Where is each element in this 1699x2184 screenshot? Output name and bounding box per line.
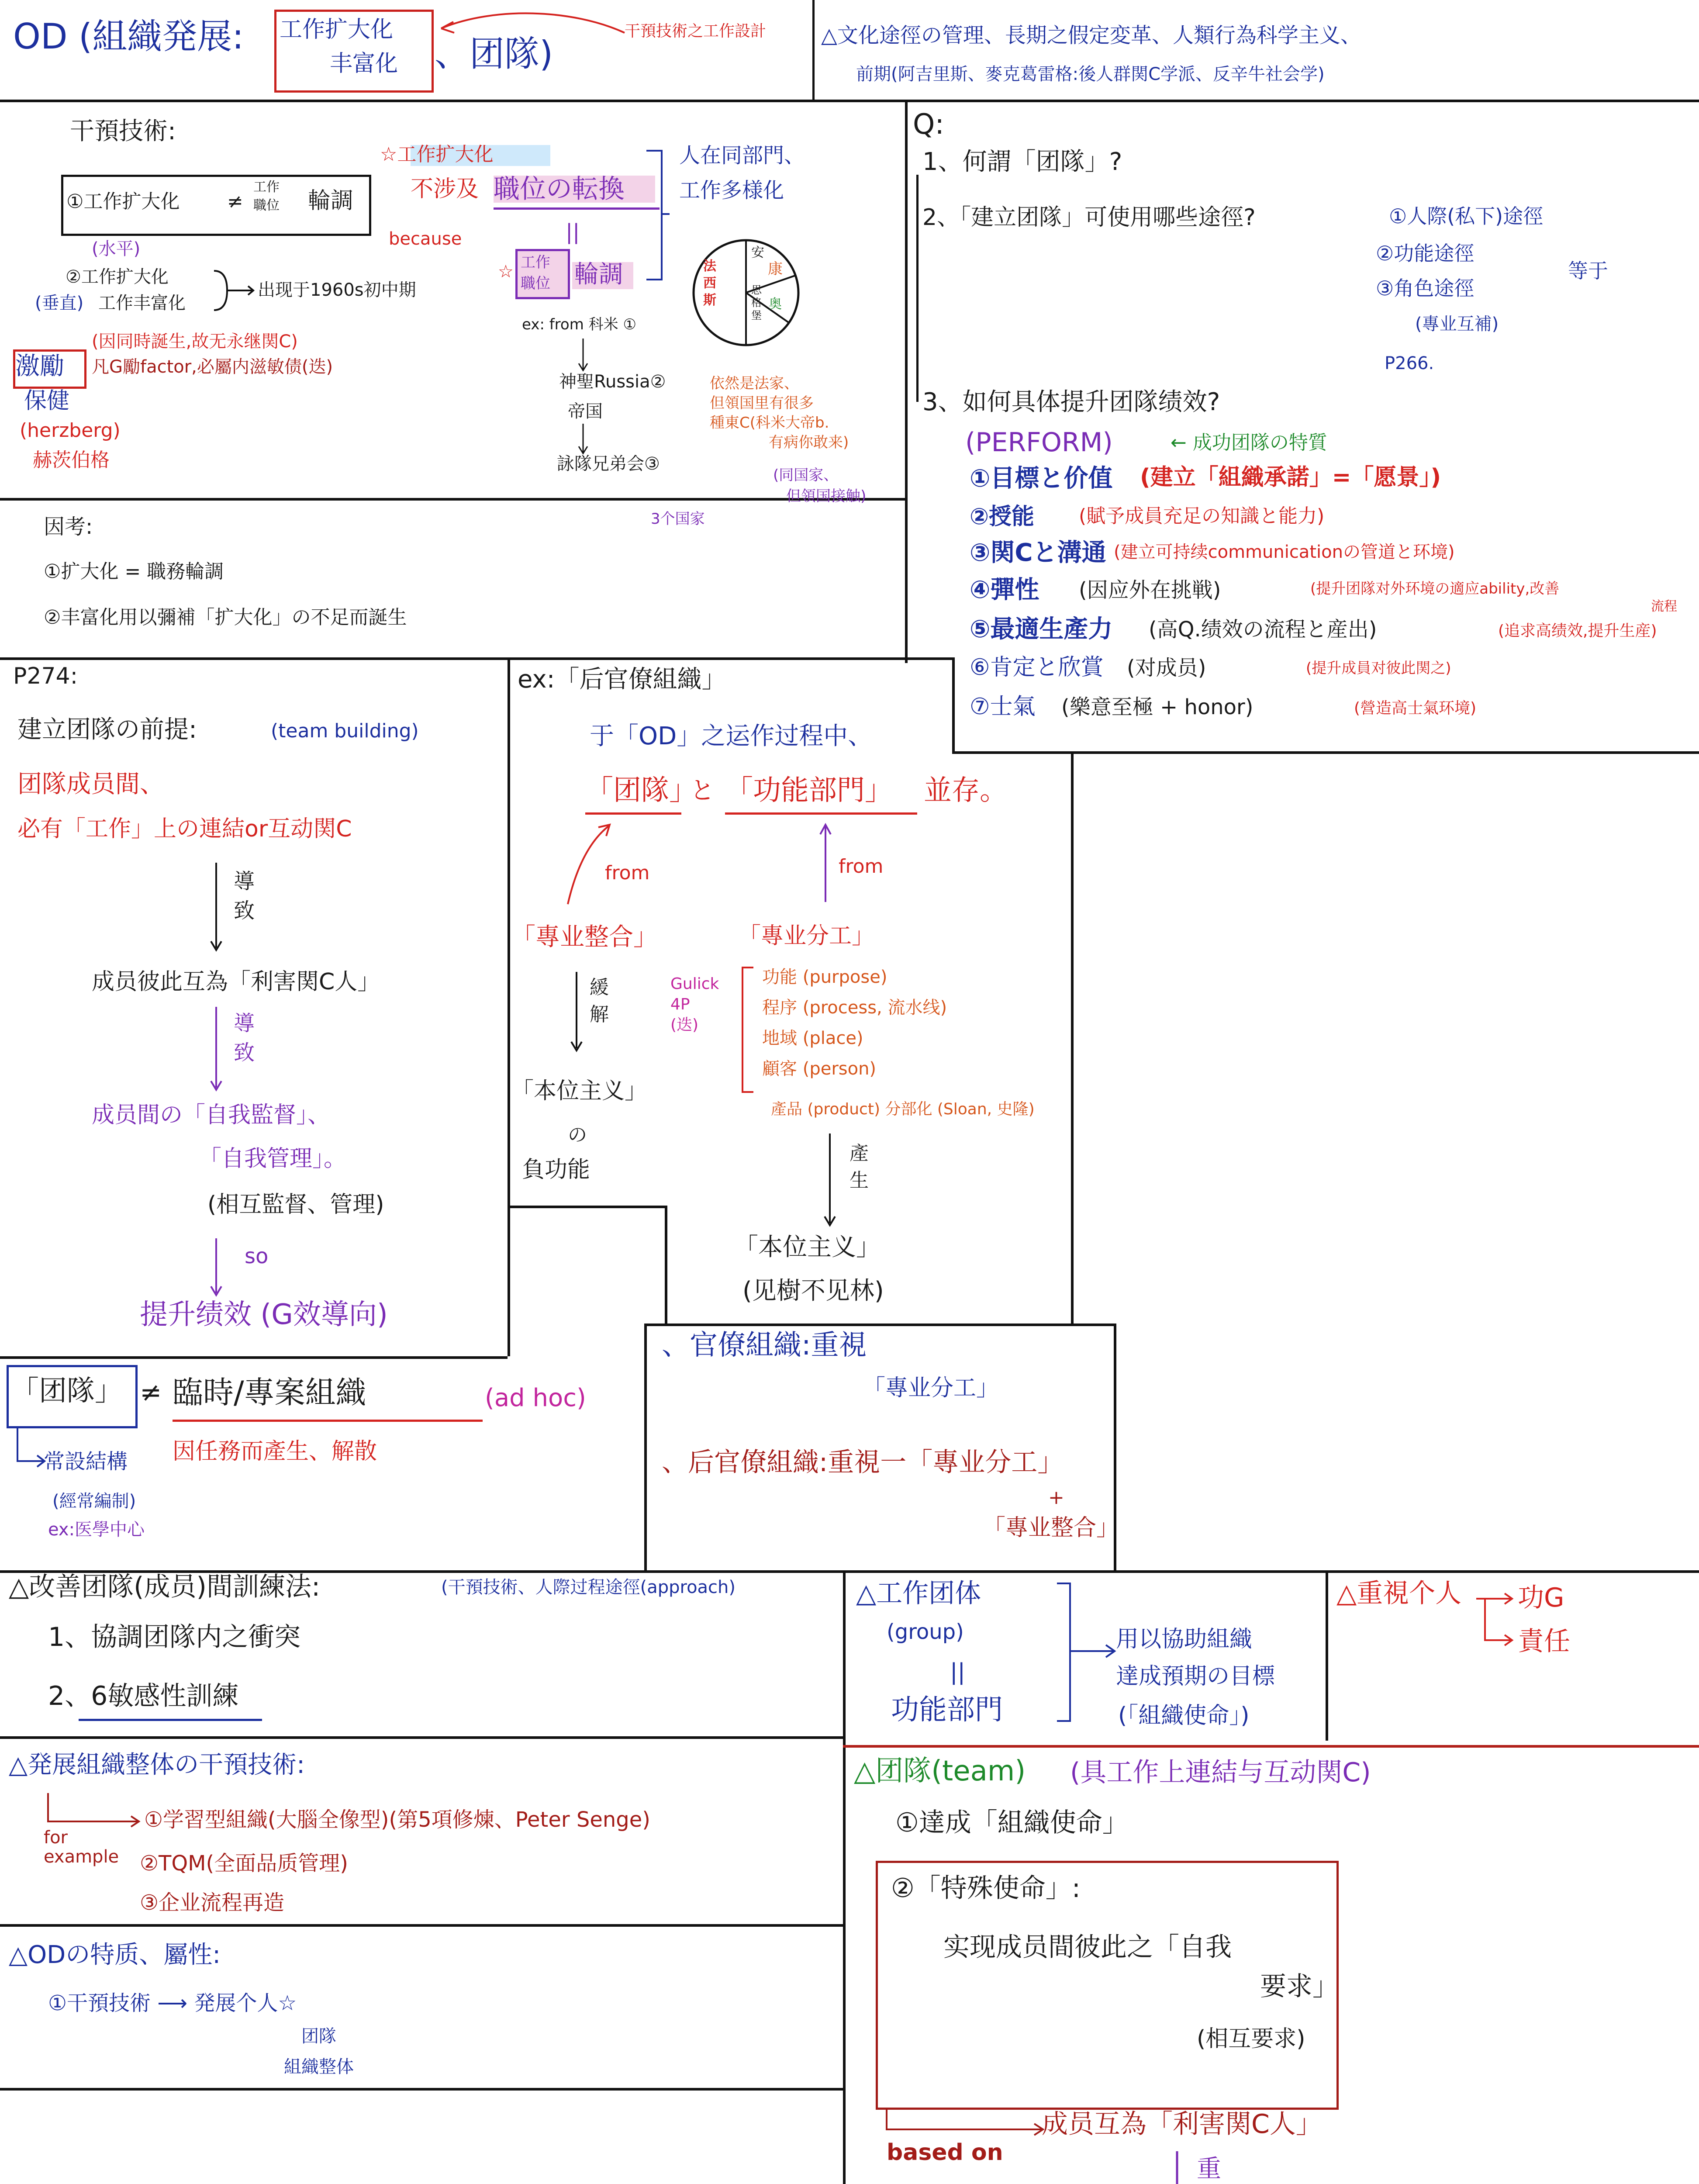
equal-label: 等于	[1568, 259, 1608, 283]
item2-underline	[79, 1719, 262, 1721]
vertical-label: (垂直)	[35, 293, 84, 313]
divider-p274-bottom	[0, 1356, 508, 1359]
divider-training-bottom	[0, 1736, 843, 1739]
arrow-down-icon	[577, 336, 590, 459]
divider-refs-top	[0, 498, 905, 501]
training-item-1: 1、協調团隊内之衝突	[48, 1622, 301, 1652]
i1b: (建立「組織承諾」=「愿景」)	[1140, 464, 1441, 491]
arrow-down-icon	[207, 860, 225, 957]
i2b: (賦予成員充足の知識と能力)	[1079, 505, 1325, 527]
team-def-item-1: ①達成「組織使命」	[895, 1807, 1129, 1838]
many2: 有病你敢来)	[769, 434, 849, 451]
q2c: ③角色途徑	[1376, 276, 1475, 300]
training-title: △改善团隊(成员)間訓練法:	[9, 1572, 321, 1602]
perform-note: ← 成功团隊の特質	[1171, 432, 1327, 454]
bracket-icon	[738, 965, 756, 1096]
i2a: ②授能	[970, 504, 1035, 530]
parochial: 「本位主义」	[511, 1078, 648, 1104]
team-building: (team building)	[271, 720, 419, 742]
bureau-ex-title: ex:「后官僚組織」	[518, 665, 726, 694]
refs-line-1: ①扩大化 = 職務輪調	[44, 560, 224, 583]
q2a: ①人際(私下)途徑	[1389, 204, 1544, 228]
many: 種東C(科米大帝b.	[710, 414, 829, 432]
herzberg-label: (herzberg)	[20, 419, 121, 442]
q2b: ②功能途徑	[1376, 242, 1475, 265]
traits-title: △ODの特质、屬性:	[9, 1941, 221, 1969]
i7b: (樂意至極 + honor)	[1061, 695, 1254, 719]
i6b: (对成员)	[1127, 656, 1206, 680]
team-def-demand: 要求」	[1260, 1971, 1339, 2002]
intervention-note: 干預技術之工作設計	[625, 22, 767, 40]
divider-traits-bottom	[0, 2088, 843, 2091]
q2: 2、「建立团隊」可使用哪些途徑?	[922, 204, 1256, 231]
arrow-down-icon	[821, 1131, 839, 1232]
i1a: ①目標と价值	[970, 464, 1113, 493]
team-suffix: 、团隊)	[435, 34, 553, 74]
brace-icon	[1053, 1581, 1118, 1725]
must-link: 必有「工作」上の連結or互动関C	[17, 816, 352, 842]
pie-an: 安	[751, 245, 764, 260]
based-on: based on	[887, 2139, 1003, 2166]
arrow-right-icon	[13, 1424, 48, 1472]
i4d: 流程	[1651, 599, 1677, 614]
culture-line-1: △文化途徑の管理、長期之假定変革、人類行為科学主义、	[821, 23, 1361, 48]
team-def-mutual: (相互要求)	[1197, 2026, 1305, 2052]
holy-russia: 神聖Russia②	[559, 372, 666, 392]
divider-wholeorg-bottom	[0, 1924, 843, 1927]
divider-training-right	[843, 1570, 846, 1736]
p266: P266.	[1385, 353, 1434, 373]
each-other: 成员彼此互為「利害関C人」	[92, 969, 380, 995]
premise-label: 建立团隊の前提:	[17, 715, 197, 744]
team-def-item-2: ②「特殊使命」:	[891, 1873, 1081, 1904]
group-title: △工作团体	[856, 1578, 981, 1609]
divider-officials-left	[644, 1324, 647, 1572]
brace-icon	[210, 266, 258, 314]
divider-officials-top	[644, 1324, 1114, 1326]
bureau-coexist: 並存。	[924, 774, 1008, 807]
team-def-stake: 成员互為「利害関C人」	[1042, 2109, 1322, 2139]
relieve: 緩 解	[590, 976, 609, 1026]
arrow-down-icon	[1166, 2149, 1188, 2184]
officials-line-2b: 「專业整合」	[983, 1515, 1119, 1541]
same-french: 依然是法家、	[710, 375, 799, 392]
adhoc-ad-hoc: (ad hoc)	[485, 1384, 586, 1412]
adhoc-ex: ex:医學中心	[48, 1520, 145, 1540]
job-small: 工作 職位	[521, 254, 550, 292]
i4c: (提升团隊对外环境の適应ability,改善	[1310, 580, 1560, 598]
double-bar: ||	[566, 220, 580, 244]
self-manage: 「自我管理」。	[199, 1146, 347, 1172]
officials-plus: +	[1048, 1486, 1064, 1509]
adhoc-regular: (經常編制)	[52, 1491, 136, 1511]
division-1: 功能 (purpose)	[762, 967, 887, 987]
group-group: (group)	[887, 1620, 964, 1644]
arrow-right-icon	[882, 2105, 1048, 2140]
diverse: 工作多様化	[679, 178, 784, 203]
example-fayol: ex: from 科米 ①	[522, 316, 636, 333]
divider-header-vertical	[812, 0, 815, 100]
i4a: ④彈性	[970, 576, 1039, 604]
arrow-icon	[432, 9, 629, 44]
officials-line-1b: 「專业分工」	[863, 1375, 999, 1401]
officials-line-2: 、后官僚組織:重視一「專业分工」	[662, 1447, 1064, 1478]
team-def-emph: 重	[1197, 2155, 1221, 2183]
od-title: OD (組織発展:	[13, 16, 244, 57]
training-item-2: 2、6敏感性訓練	[48, 1681, 239, 1711]
divider-p274-top	[0, 657, 952, 660]
parochial-2: 「本位主义」	[734, 1233, 881, 1261]
forest: (见樹不见林)	[742, 1277, 884, 1305]
item2a: ②工作扩大化	[66, 267, 169, 287]
pie-center: 思 格 堡	[751, 284, 762, 321]
position-rotation: 職位の転換	[494, 174, 625, 204]
army: 詠隊兄弟会③	[557, 454, 660, 474]
divider-group-mid	[1326, 1570, 1328, 1741]
from-1: from	[605, 862, 650, 884]
lead-2: 導 致	[234, 1011, 255, 1065]
still-border: 但領国里有很多	[710, 394, 814, 412]
adhoc-standing: 常設結構	[44, 1449, 128, 1474]
bureau-functional: 「功能部門」	[725, 774, 893, 807]
division-4: 顧客 (person)	[762, 1059, 877, 1079]
adhoc-team: 「团隊」	[11, 1375, 123, 1407]
horizontal-label: (水平)	[92, 239, 141, 259]
adhoc-temp: 臨時/專案組織	[173, 1375, 366, 1410]
arrow-down-icon	[207, 1236, 225, 1302]
i5b: (高Q.绩效の流程と産出)	[1149, 617, 1377, 642]
item2b: 工作丰富化	[98, 293, 186, 313]
herzberg-name: 赫茨伯格	[33, 449, 110, 471]
i5c: (追求高绩效,提升生産)	[1498, 622, 1657, 640]
officials-line-1: 、官僚組織:重視	[662, 1329, 867, 1362]
appeared-label: 出现于1960s初中期	[258, 280, 416, 300]
divider-bureau-bottom	[508, 1206, 665, 1208]
group-eq: ||	[950, 1659, 966, 1685]
rotation-underline	[494, 207, 660, 210]
arrow-up-icon	[817, 821, 834, 904]
arrow-right-icon	[1472, 1590, 1516, 1651]
team-def-subtitle: (具工作上連結与互动関C)	[1070, 1757, 1371, 1788]
whole-org-for: for example	[44, 1828, 119, 1867]
item1-prefix: ①工作扩大化	[66, 190, 180, 213]
group-mission: (「組織使命」)	[1118, 1703, 1250, 1729]
traits-item-1: ①干預技術 ⟶ 発展个人☆	[48, 1991, 297, 2015]
divider-q-bottom	[952, 751, 1699, 754]
traits-team: 团隊	[301, 2026, 336, 2046]
arrow-up-icon	[563, 821, 616, 909]
adhoc-task: 因任務而產生、解散	[173, 1438, 377, 1465]
i5a: ⑤最適生產力	[970, 615, 1113, 643]
divider-q-left	[952, 657, 955, 751]
bureau-in-od: 于「OD」之运作过程中、	[590, 722, 873, 750]
i4b: (因应外在挑戦)	[1079, 578, 1221, 602]
culture-line-2: 前期(阿吉里斯、麥克葛雷格:後人群関C学派、反辛牛社会学)	[856, 64, 1325, 84]
perform: (PERFORM)	[965, 427, 1113, 458]
intervention-title: 干預技術:	[70, 117, 176, 145]
q3: 3、如何具体提升团隊绩效?	[922, 388, 1220, 416]
bureau-and: と	[690, 777, 715, 805]
three-states: 3个国家	[651, 510, 705, 528]
division: 「專业分工」	[738, 923, 875, 949]
reason-red: (因同時誕生,故无永继関C)	[92, 332, 298, 352]
pie-green: 奥	[769, 297, 782, 312]
p274-title: P274:	[13, 663, 78, 689]
divider-bureau-mid	[665, 1206, 667, 1324]
refs-line-2: ②丰富化用以彌補「扩大化」の不足而誕生	[44, 606, 407, 629]
so-label: so	[245, 1244, 269, 1268]
group-emphasis: △重視个人	[1336, 1578, 1462, 1609]
mutual-supervise: (相互監督、管理)	[207, 1192, 384, 1218]
q1: 1、何謂「团隊」?	[922, 148, 1122, 176]
divider-p274-right	[508, 657, 510, 1356]
q-bracket	[916, 175, 919, 402]
i3a: ③関Cと溝通	[970, 539, 1106, 567]
divider-left-right	[905, 100, 908, 663]
improve-label: 提升绩效 (G效導向)	[140, 1299, 388, 1331]
divider-header	[0, 100, 1699, 102]
i6a: ⑥肯定と欣賞	[970, 654, 1104, 681]
group-assist: 用以協助組織	[1116, 1626, 1253, 1652]
self-supervise: 成员間の「自我監督」、	[92, 1102, 331, 1128]
factor-line: 凡G勵factor,必屬内滋敏债(迭)	[92, 357, 333, 377]
rotation2: 輪調	[574, 260, 623, 289]
divider-bureau-right	[1071, 751, 1074, 1324]
whole-org-item-2: ②TQM(全面品质管理)	[140, 1851, 349, 1876]
from-2: from	[839, 855, 884, 878]
i7a: ⑦士氣	[970, 694, 1036, 720]
lead-1: 導 致	[234, 869, 255, 923]
star2: ☆	[498, 262, 514, 282]
team-underline	[585, 812, 681, 815]
motivate-label: 激勵	[15, 352, 64, 380]
empire: 帝国	[568, 401, 603, 422]
division-2: 程序 (process, 流水线)	[762, 998, 947, 1018]
produce: 產 生	[850, 1142, 869, 1192]
gulick: Gulick 4P (迭)	[670, 975, 719, 1034]
team-def-realize: 实现成员間彼此之「自我	[943, 1932, 1232, 1963]
arrow-down-icon	[207, 1005, 225, 1096]
parochial-of: の	[568, 1124, 587, 1146]
training-approach: (干預技術、人際过程途徑(approach)	[441, 1577, 736, 1597]
item1-neq: ≠	[227, 190, 243, 213]
whole-org-item-3: ③企业流程再造	[140, 1890, 285, 1915]
expand-job-label: 工作扩大化	[280, 17, 394, 43]
group-function-g: 功G	[1518, 1583, 1564, 1613]
arrow-down-icon	[568, 970, 585, 1057]
traits-org: 組織整体	[284, 2057, 354, 2077]
group-responsibility: 責任	[1518, 1626, 1570, 1657]
whole-org-item-1: ①学習型組織(大腦全像型)(第5項修煉、Peter Senge)	[144, 1807, 651, 1832]
item1-small: 工作 職位	[253, 180, 280, 213]
members-between: 团隊成员間、	[17, 770, 164, 798]
pie-fr: 法 西 斯	[703, 259, 716, 308]
i6c: (提升成員对彼此関之)	[1306, 660, 1451, 677]
not-involve: 不涉及	[411, 176, 479, 202]
whole-org-title: △発展組織整体の干預技術:	[9, 1751, 305, 1779]
functional-underline	[725, 812, 917, 815]
pie-kang: 康	[768, 260, 783, 278]
because-label: because	[389, 229, 462, 249]
group-functional: 功能部門	[891, 1694, 1003, 1726]
item1-rotation: 輪調	[308, 188, 354, 214]
integration: 「專业整合」	[511, 923, 658, 951]
q-label: Q:	[913, 108, 944, 141]
divider-group-bottom	[843, 1745, 1699, 1748]
hygiene-label: 保健	[24, 388, 70, 414]
star-expand: ☆工作扩大化	[380, 143, 494, 166]
team-def-title: △团隊(team)	[854, 1755, 1026, 1787]
refs-title: 因考:	[44, 515, 93, 539]
bureau-team: 「团隊」	[585, 774, 697, 807]
same-country: (同国家、	[773, 467, 839, 484]
division-5: 產品 (product) 分部化 (Sloan, 史隆)	[771, 1100, 1035, 1118]
temp-underline	[173, 1420, 483, 1422]
negative-function: 負功能	[522, 1157, 591, 1183]
adhoc-neq: ≠	[140, 1377, 162, 1408]
i7c: (營造高士氣环境)	[1354, 699, 1477, 717]
division-3: 地域 (place)	[762, 1028, 863, 1048]
group-achieve: 達成預期の目標	[1116, 1663, 1275, 1690]
bracket-icon	[644, 149, 670, 284]
same-dept: 人在同部門、	[679, 143, 805, 168]
i3b: (建立可持续communicationの管道と环境)	[1114, 542, 1455, 562]
complement: (專业互補)	[1415, 314, 1499, 334]
but-border: 但領国接触)	[786, 487, 867, 505]
enrich-job-label: 丰富化	[330, 51, 398, 77]
